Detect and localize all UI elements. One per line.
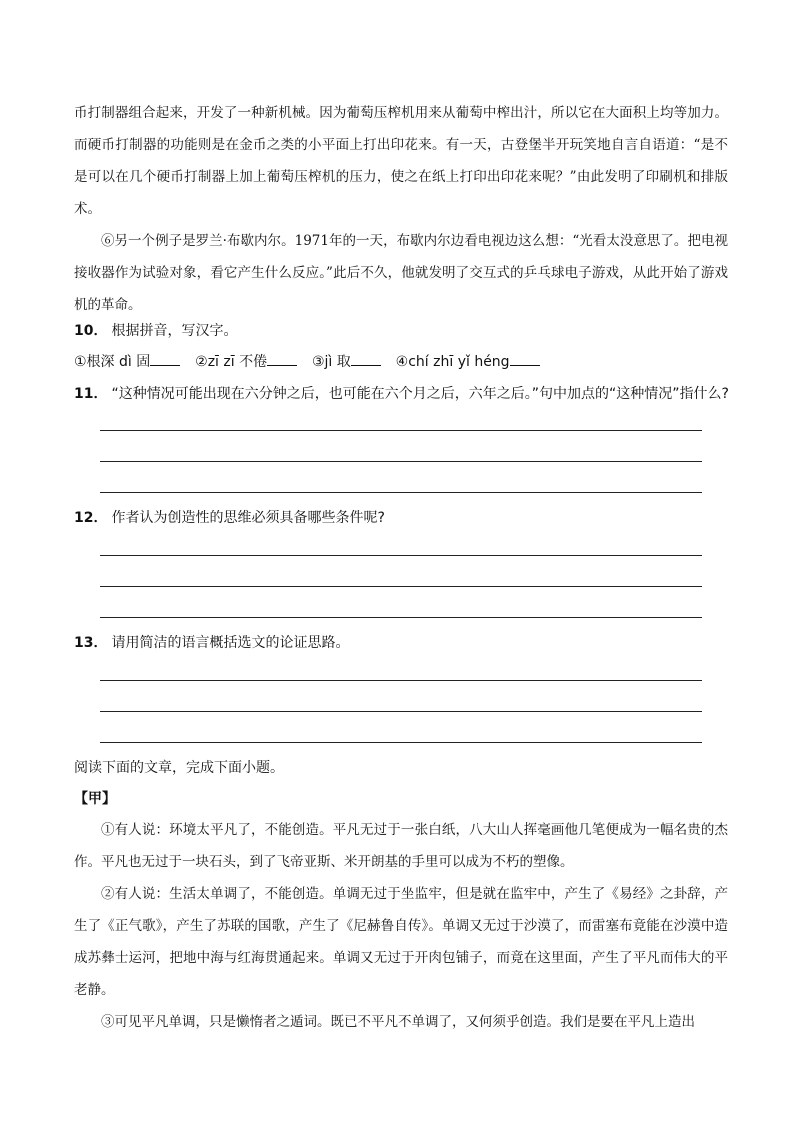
question-number: 11． (74, 386, 108, 402)
section-label-jia: 【甲】 (74, 791, 116, 807)
essay-paragraph-3: ③可见平凡单调，只是懒惰者之遁词。既已不平凡不单调了，又何须乎创造。我们是要在平凡上造出 (101, 1014, 695, 1030)
essay-paragraph-2: ②有人说：生活太单调了，不能创造。单调无过于坐监牢，但是就在监牢中，产生了《易经》之卦辞，产生了《正气歌》，产生了苏联的国歌，产生了《尼赫鲁自传》。单调又无过于沙漠了，而雷塞布竟能在沙漠中造成苏彝士运河，把地中海与红海贯通起来。单调又无过于开肉包铺子，而竟在这里面，产生了平凡而伟大的平老静。 (74, 886, 728, 998)
pinyin-item-1: ①根深 dì 固 (74, 354, 151, 370)
question-number: 10． (74, 323, 108, 339)
answer-line[interactable] (100, 555, 702, 556)
question-number: 12． (74, 510, 108, 526)
answer-line[interactable] (100, 586, 702, 587)
question-11 (74, 383, 734, 405)
reading-instruction: 阅读下面的文章，完成下面小题。 (74, 760, 284, 776)
answer-line[interactable] (100, 742, 702, 743)
answer-blank-4[interactable] (510, 365, 540, 366)
question-12 (74, 507, 734, 529)
answer-line[interactable] (100, 430, 702, 431)
passage-paragraph-6: ⑥另一个例子是罗兰·布歇内尔。1971年的一天，布歇内尔边看电视边这么想：“光看太没意思了。把电视接收器作为试验对象，看它产生什么反应。”此后不久，他就发明了交互式的乒乓球电子游戏，从此开始了游戏机的革命。 (74, 233, 728, 313)
essay-paragraph-1: ①有人说：环境太平凡了，不能创造。平凡无过于一张白纸，八大山人挥毫画他几笔便成为一幅名贵的杰作。平凡也无过于一块石头，到了飞帝亚斯、米开朗基的手里可以成为不朽的塑像。 (74, 822, 728, 870)
question-10-items (74, 351, 734, 373)
answer-line[interactable] (100, 680, 702, 681)
answer-blank-1[interactable] (150, 365, 180, 366)
question-text: 根据拼音，写汉字。 (111, 323, 238, 339)
answer-blank-2[interactable] (267, 365, 297, 366)
pinyin-item-2: ②zī zī 不倦 (195, 354, 268, 370)
pinyin-item-4: ④chí zhī yǐ héng (395, 354, 510, 370)
answer-line[interactable] (100, 492, 702, 493)
question-number: 13． (74, 635, 108, 651)
answer-blank-3[interactable] (351, 365, 381, 366)
passage-paragraph-5-cont: 币打制器组合起来，开发了一种新机械。因为葡萄压榨机用来从葡萄中榨出汁，所以它在大面积上均等加力。而硬币打制器的功能则是在金币之类的小平面上打出印花来。有一天，古登堡半开玩笑地自言自语道：“是不是可以在几个硬币打制器上加上葡萄压榨机的压力，使之在纸上打印出印花来呢？”由此发明了印刷机和排版术。 (74, 105, 728, 217)
question-10 (74, 320, 734, 342)
pinyin-item-3: ③jì 取 (311, 354, 351, 370)
question-13 (74, 632, 734, 654)
question-text: “这种情况可能出现在六分钟之后，也可能在六个月之后，六年之后。”句中加点的“这种情况”指什么? (111, 386, 729, 402)
answer-line[interactable] (100, 711, 702, 712)
question-text: 请用简洁的语言概括选文的论证思路。 (111, 635, 350, 651)
answer-line[interactable] (100, 461, 702, 462)
question-text: 作者认为创造性的思维必须具备哪些条件呢? (111, 510, 385, 526)
answer-line[interactable] (100, 617, 702, 618)
